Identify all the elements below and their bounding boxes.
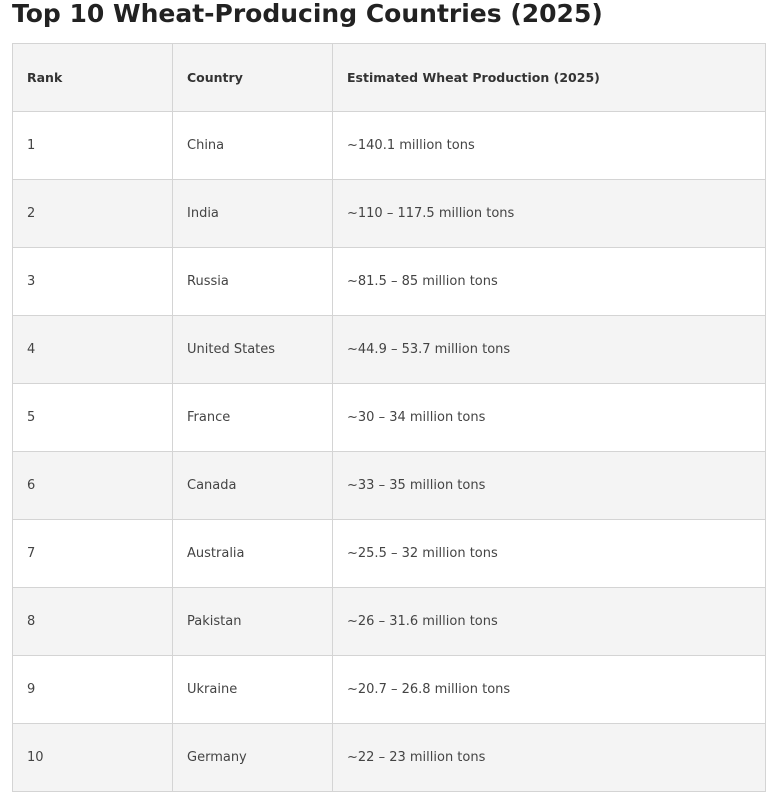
production-cell: ~30 – 34 million tons: [333, 384, 766, 452]
production-cell: ~81.5 – 85 million tons: [333, 248, 766, 316]
table-row: [13, 316, 766, 384]
production-cell: ~20.7 – 26.8 million tons: [333, 656, 766, 724]
header-rank: Rank: [13, 44, 173, 112]
country-cell: France: [173, 384, 333, 452]
country-cell: India: [173, 180, 333, 248]
table-row: [13, 520, 766, 588]
rank-cell: 5: [13, 384, 173, 452]
rank-cell: 8: [13, 588, 173, 656]
table-row: [13, 588, 766, 656]
country-cell: Canada: [173, 452, 333, 520]
country-cell: Germany: [173, 724, 333, 792]
table-row: [13, 180, 766, 248]
header-country: Country: [173, 44, 333, 112]
production-cell: ~44.9 – 53.7 million tons: [333, 316, 766, 384]
table-row: [13, 248, 766, 316]
country-cell: Russia: [173, 248, 333, 316]
production-cell: ~110 – 117.5 million tons: [333, 180, 766, 248]
table-row: [13, 112, 766, 180]
table-row: [13, 724, 766, 792]
country-cell: Australia: [173, 520, 333, 588]
rank-cell: 9: [13, 656, 173, 724]
header-production: Estimated Wheat Production (2025): [333, 44, 766, 112]
rank-cell: 3: [13, 248, 173, 316]
country-cell: United States: [173, 316, 333, 384]
rank-cell: 2: [13, 180, 173, 248]
country-cell: Pakistan: [173, 588, 333, 656]
production-cell: ~22 – 23 million tons: [333, 724, 766, 792]
wheat-production-table: [12, 43, 766, 792]
rank-cell: 4: [13, 316, 173, 384]
rank-cell: 10: [13, 724, 173, 792]
production-cell: ~26 – 31.6 million tons: [333, 588, 766, 656]
rank-cell: 1: [13, 112, 173, 180]
rank-cell: 6: [13, 452, 173, 520]
table-row: [13, 656, 766, 724]
production-cell: ~33 – 35 million tons: [333, 452, 766, 520]
table-row: [13, 452, 766, 520]
page-title: Top 10 Wheat-Producing Countries (2025): [12, 0, 603, 28]
rank-cell: 7: [13, 520, 173, 588]
table-header-row: [13, 44, 766, 112]
country-cell: China: [173, 112, 333, 180]
production-cell: ~140.1 million tons: [333, 112, 766, 180]
country-cell: Ukraine: [173, 656, 333, 724]
production-cell: ~25.5 – 32 million tons: [333, 520, 766, 588]
table-row: [13, 384, 766, 452]
